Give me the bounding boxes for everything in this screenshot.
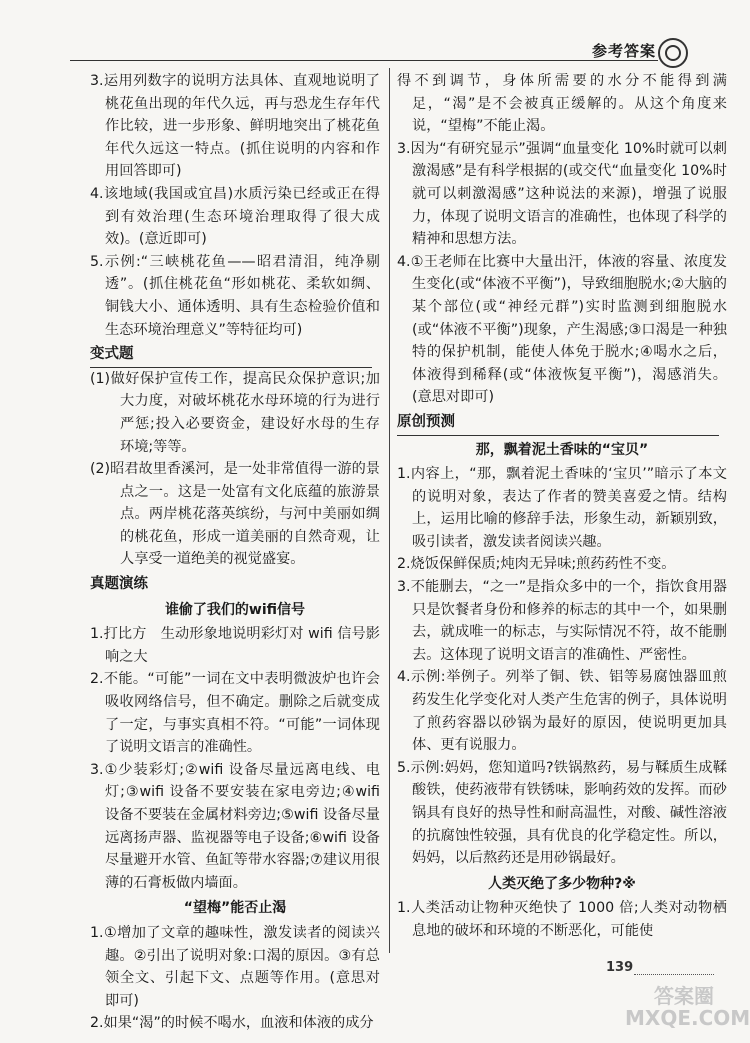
header-title: 参考答案	[592, 42, 657, 60]
page-number: 139	[606, 960, 634, 975]
header-rule	[70, 60, 658, 61]
article-title: 人类灭绝了多少物种?※	[488, 875, 636, 892]
answer-item: 2.烧饭保鲜保质;炖肉无异味;煎药药性不变。	[397, 556, 676, 573]
left-column	[90, 70, 380, 1035]
answer-item: 3.不能删去，“之一”是指众多中的一个，指饮食用器只是饮餐者身份和修养的标志的其中一个，如果删去，就成唯一的标志，与实际情况不符，故不能删去。这体现了说明文语言的准确性、严密性。	[397, 579, 727, 663]
answer-item: 得不到调节，身体所需要的水分不能得到满足，“渴”是不会被真正缓解的。从这个角度来说，“望梅”不能止渴。	[397, 73, 727, 135]
article-title: 谁偷了我们的wifi信号	[164, 601, 306, 618]
answer-item: 5.示例:妈妈，您知道吗?铁锅熬药，易与鞣质生成鞣酸铁，使药液带有铁锈味，影响药效的发挥。而砂锅具有良好的热导性和耐高温性，对酸、碱性溶液的抗腐蚀性较强，具有优良的化学稳定性。所以，妈妈，以后熬药还是用砂锅最好。	[397, 759, 727, 867]
answer-item: 1.内容上，“那，飘着泥土香味的‘宝贝’”暗示了本文的说明对象，表达了作者的赞美喜爱之情。结构上，运用比喻的修辞手法，形象生动，新颖别致，吸引读者，激发读者阅读兴趣。	[397, 466, 727, 550]
watermark-logo	[625, 984, 750, 1037]
answer-item: 3.运用列数字的说明方法具体、直观地说明了桃花鱼出现的年代久远，再与恐龙生存年代作比较，进一步形象、鲜明地突出了桃花鱼年代久远这一特点。(抓住说明的内容和作用回答即可)	[90, 73, 380, 180]
page-header	[0, 0, 750, 70]
section-heading: 真题演练	[90, 576, 148, 593]
answer-item: 3.①少装彩灯;②wifi 设备尽量远离电线、电灯;③wifi 设备不要安装在家电旁边;④wifi 设备不要装在金属材料旁边;⑤wifi 设备尽量远离扬声器、监视器等电子设备;⑥wifi 设备尽量避开水管、鱼缸等带水容器;⑦建议用很薄的石膏板做内墙面。	[90, 761, 380, 891]
answer-item: 2.如果“渴”的时候不喝水，血液和体液的成分	[90, 1015, 374, 1032]
answer-item: 3.因为“有研究显示”强调“血量变化 10%时就可以刺激渴感”是有科学根据的(或交代“血量变化 10%时就可以刺激渴感”这种说法的来源)，增强了说服力，体现了说明文语言的准确性，也体现了科学的精神和思想方法。	[397, 140, 727, 248]
answer-item: 4.①王老师在比赛中大量出汗，体液的容量、浓度发生变化(或“体液不平衡”)，导致细胞脱水;②大脑的某个部位(或“神经元群”)实时监测到细胞脱水(或“体液不平衡”)现象，产生渴感;③口渴是一种独特的保护机制，能使人体免于脱水;④喝水之后，体液得到稀释(或“体液恢复平衡”)，渴感消失。(意思对即可)	[397, 253, 727, 406]
answer-item: (2)昭君故里香溪河，是一处非常值得一游的景点之一。这是一处富有文化底蕴的旅游景点。两岸桃花落英缤纷，与河中美丽如绸的桃花鱼，形成一道美丽的自然奇观，让人享受一道绝美的视觉盛宴。	[90, 461, 380, 568]
answer-item: 2.不能。“可能”一词在文中表明微波炉也许会吸收网络信号，但不确定。删除之后就变成了一定，与事实真相不符。“可能”一词体现了说明文语言的准确性。	[90, 671, 380, 756]
answer-item: 4.示例:举例子。列举了铜、铁、铝等易腐蚀器皿煎药发生化学变化对人类产生危害的例子，具体说明了煎药容器以砂锅为最好的原因，使说明更加具体、更有说服力。	[397, 669, 727, 754]
section-heading: 原创预测	[397, 411, 719, 436]
answer-item: 4.该地域(我国或宜昌)水质污染已经或正在得到有效治理(生态环境治理取得了很大成效)。(意近即可)	[90, 185, 380, 248]
footer-rule	[634, 974, 714, 975]
answer-item: 1.打比方 生动形象地说明彩灯对 wifi 信号影响之大	[90, 626, 380, 665]
column-divider	[389, 68, 390, 953]
spiral-logo-icon	[658, 38, 688, 68]
answer-item: 1.①增加了文章的趣味性，激发读者的阅读兴趣。②引出了说明对象:口渴的原因。③有总领全文、引起下文、点题等作用。(意思对即可)	[90, 924, 380, 1009]
watermark-url: MXQE.COM	[625, 1006, 750, 1030]
section-heading: 变式题	[90, 343, 372, 368]
right-column	[397, 70, 727, 943]
answer-item: (1)做好保护宣传工作，提高民众保护意识;加大力度，对破坏桃花水母环境的行为进行严惩;投入必要资金，建设好水母的生存环境;等等。	[90, 370, 380, 455]
answer-item: 1.人类活动让物种灭绝快了 1000 倍;人类对动物栖息地的破坏和环境的不断恶化，可能使	[397, 900, 727, 939]
watermark-text: 答案圈	[654, 984, 714, 1008]
article-title: 那，飘着泥土香味的“宝贝”	[475, 441, 649, 458]
article-title: “望梅”能否止渴	[183, 900, 287, 917]
answer-item: 5.示例:“三峡桃花鱼——昭君清泪，纯净剔透”。(抓住桃花鱼“形如桃花、柔软如绸、铜钱大小、通体透明、具有生态检验价值和生态环境治理意义”等特征均可)	[90, 253, 380, 338]
